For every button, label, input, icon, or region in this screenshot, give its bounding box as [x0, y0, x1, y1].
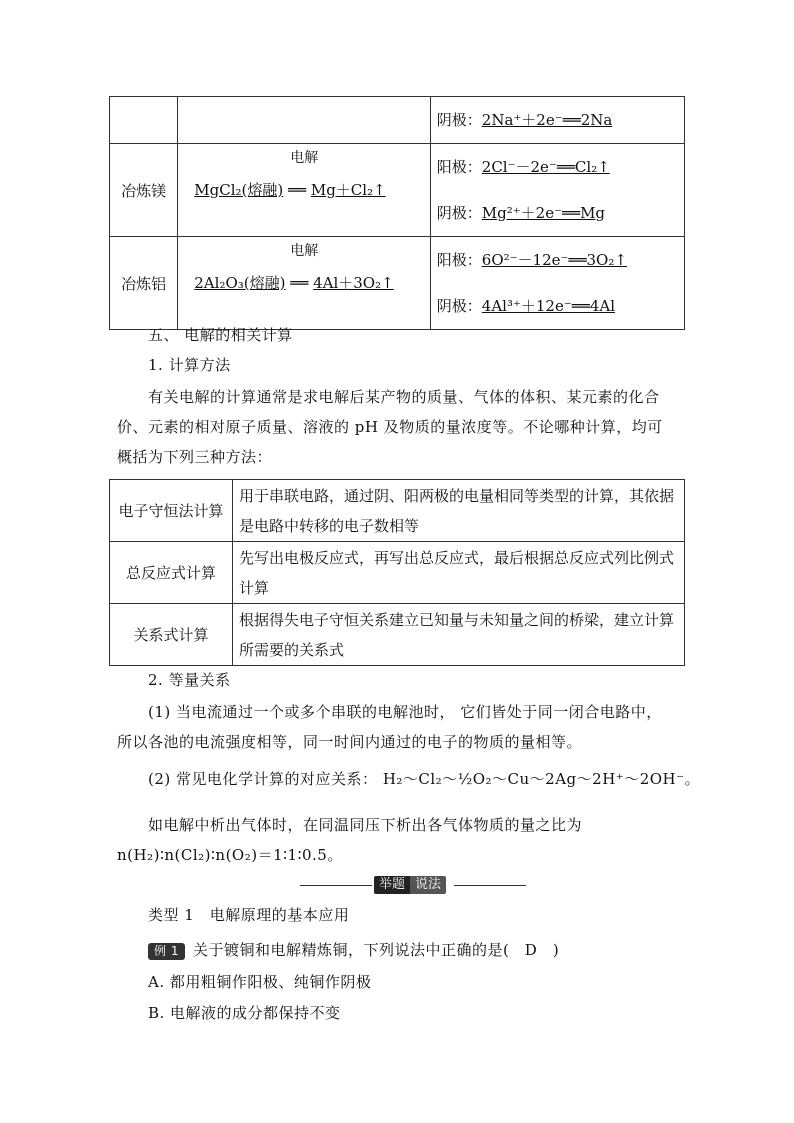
method-name: 电子守恒法计算: [110, 480, 233, 542]
subsection-heading: 2. 等量关系: [148, 671, 231, 689]
reactant: 2Al₂O₃(熔融): [194, 274, 286, 292]
section-banner: [300, 876, 526, 894]
process-name: 冶炼镁: [110, 144, 178, 237]
cathode-label: 阴极：: [436, 111, 482, 129]
electrode-cell: [430, 144, 684, 237]
banner-tag-left: 举题: [374, 876, 410, 894]
banner-tag-right: 说法: [410, 876, 446, 894]
reaction-condition: 电解: [290, 243, 319, 259]
reaction-arrow: ══: [288, 181, 307, 199]
anode-equation: 2Cl⁻－2e⁻══Cl₂↑: [481, 158, 610, 176]
smelting-table: [109, 96, 685, 330]
anode-label: 阳极：: [436, 158, 482, 176]
anode-label: 阳极：: [436, 251, 482, 269]
question-text: 关于镀铜和电解精炼铜，下列说法中正确的是( D ): [192, 941, 560, 959]
method-description: 先写出电极反应式，再写出总反应式，最后根据总反应式列比例式计算: [233, 542, 685, 604]
paragraph: 有关电解的计算通常是求电解后某产物的质量、气体的体积、某元素的化合价、元素的相对原子质量、溶液的 pH 及物质的量浓度等。不论哪种计算，均可概括为下列三种方法：: [117, 388, 663, 466]
cathode-equation: 2Na⁺＋2e⁻══2Na: [481, 111, 613, 129]
option-b: B. 电解液的成分都保持不变: [148, 1004, 341, 1022]
divider: [454, 885, 526, 886]
product: 4Al＋3O₂↑: [313, 274, 394, 292]
type-heading: 类型 1 电解原理的基本应用: [148, 906, 350, 924]
option-a: A. 都用粗铜作阳极、纯铜作阴极: [148, 973, 372, 991]
example-badge: 例 1: [148, 943, 185, 960]
cathode-label: 阴极：: [436, 204, 482, 222]
table-cell-empty: [110, 97, 178, 144]
subsection-heading: 1. 计算方法: [148, 356, 231, 374]
product: Mg＋Cl₂↑: [310, 181, 386, 199]
cathode-equation: 4Al³⁺＋12e⁻══4Al: [481, 297, 616, 315]
method-description: 用于串联电路，通过阴、阳两极的电量相同等类型的计算，其依据是电路中转移的电子数相等: [233, 480, 685, 542]
banner-tag: [374, 876, 446, 894]
relation-prefix: (2) 常见电化学计算的对应关系：: [148, 770, 378, 788]
cathode-equation: Mg²⁺＋2e⁻══Mg: [481, 204, 606, 222]
reactant: MgCl₂(熔融): [194, 181, 284, 199]
method-description: 根据得失电子守恒关系建立已知量与未知量之间的桥梁，建立计算所需要的关系式: [233, 604, 685, 666]
method-name: 总反应式计算: [110, 542, 233, 604]
relation-line: [148, 764, 708, 794]
methods-table: [109, 479, 685, 666]
cathode-label: 阴极：: [436, 297, 482, 315]
example-question: [148, 935, 708, 965]
reaction-arrow: ══: [290, 274, 309, 292]
reaction-condition: 电解: [290, 150, 319, 166]
electrode-cell: [430, 237, 684, 330]
anode-equation: 6O²⁻－12e⁻══3O₂↑: [481, 251, 627, 269]
divider: [300, 885, 372, 886]
section-heading: 五、 电解的相关计算: [148, 326, 293, 344]
method-name: 关系式计算: [110, 604, 233, 666]
process-name: 冶炼铝: [110, 237, 178, 330]
cathode-cell: [430, 97, 684, 144]
paragraph: 如电解中析出气体时，在同温同压下析出各气体物质的量之比为 n(H₂)∶n(Cl₂)∶n(O₂)＝1∶1∶0.5。: [117, 816, 583, 864]
paragraph: (1) 当电流通过一个或多个串联的电解池时， 它们皆处于同一闭合电路中，所以各池的电流强度相等，同一时间内通过的电子的物质的量相等。: [117, 703, 662, 751]
overall-reaction-cell: [178, 237, 431, 330]
relation-equation: H₂～Cl₂～½O₂～Cu～2Ag～2H⁺～2OH⁻。: [382, 770, 701, 788]
